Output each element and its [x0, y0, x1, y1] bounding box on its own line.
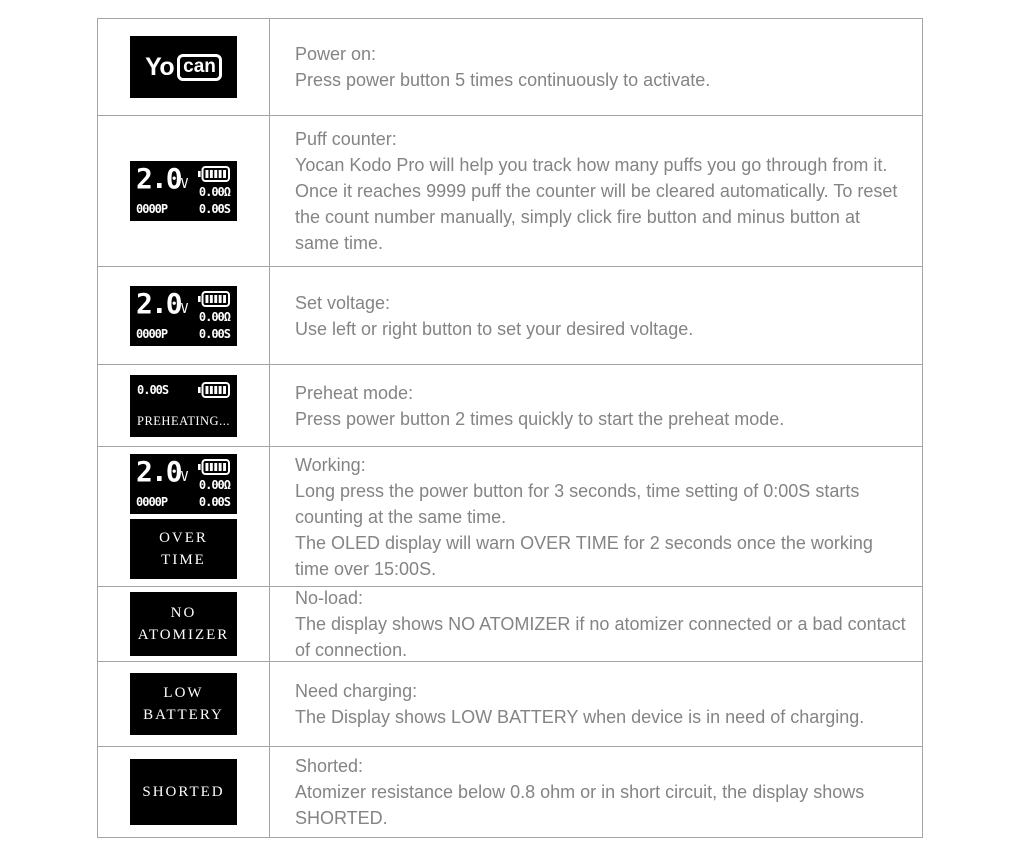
- row-body: Press power button 5 times continuously to activate.: [295, 70, 711, 90]
- table-row-need-charging: [98, 662, 922, 747]
- table-row-puff-counter: [98, 116, 922, 267]
- warning-line: LOW: [163, 685, 204, 701]
- oled-display: [130, 286, 237, 346]
- time-readout: 0.00S: [198, 202, 230, 216]
- description-cell: [270, 662, 922, 746]
- voltage-readout: 2.0V: [136, 286, 189, 320]
- table-row-shorted: [98, 747, 922, 837]
- row-body: Atomizer resistance below 0.8 ohm or in short circuit, the display shows SHORTED.: [295, 782, 865, 828]
- screen-cell: [98, 116, 270, 266]
- screen-cell: [98, 19, 270, 115]
- row-heading: Working:: [295, 454, 366, 475]
- row-heading: Set voltage:: [295, 292, 391, 313]
- voltage-readout: 2.0V: [136, 455, 189, 488]
- manual-table: [97, 18, 923, 838]
- resistance-readout: 0.00Ω: [198, 185, 230, 199]
- time-readout: 0.00S: [198, 326, 230, 341]
- warning-line: SHORTED: [142, 784, 225, 800]
- battery-icon: [198, 382, 230, 398]
- table-row-power-on: [98, 19, 922, 116]
- description-cell: [270, 365, 922, 446]
- resistance-readout: 0.00Ω: [198, 478, 230, 492]
- logo-text-can: can: [177, 54, 222, 81]
- time-readout: 0.00S: [137, 382, 169, 397]
- battery-icon: [198, 459, 230, 475]
- row-body: Press power button 2 times quickly to start the preheat mode.: [295, 408, 785, 429]
- row-body: Use left or right button to set your desired voltage.: [295, 318, 694, 339]
- row-body: The display shows NO ATOMIZER if no atomizer connected or a bad contact of connection.: [295, 614, 906, 660]
- warning-line: NO: [170, 605, 197, 621]
- over-time-display: [130, 519, 237, 579]
- row-body: The OLED display will warn OVER TIME for 2 seconds once the working time over 15:00S.: [295, 532, 873, 579]
- no-atomizer-display: [130, 592, 237, 656]
- yocan-logo: [130, 36, 237, 98]
- description-cell: [270, 19, 922, 115]
- row-body: The Display shows LOW BATTERY when device is in need of charging.: [295, 707, 865, 727]
- shorted-display: [130, 759, 237, 825]
- row-heading: Need charging:: [295, 681, 418, 701]
- table-row-working: [98, 447, 922, 587]
- puff-count-readout: 0000P: [136, 202, 168, 216]
- battery-icon: [198, 291, 230, 307]
- preheat-display: [130, 375, 237, 437]
- description-cell: [270, 447, 922, 586]
- battery-icon: [198, 166, 230, 182]
- time-readout: 0.00S: [198, 495, 230, 509]
- warning-line: TIME: [161, 552, 206, 568]
- row-heading: Preheat mode:: [295, 382, 414, 403]
- description-cell: [270, 587, 922, 661]
- low-battery-display: [130, 673, 237, 735]
- row-body: Long press the power button for 3 seconds, time setting of 0:00S starts counting at the same time.: [295, 480, 860, 527]
- resistance-readout: 0.00Ω: [198, 309, 230, 324]
- screen-cell: [98, 447, 270, 586]
- warning-line: ATOMIZER: [137, 627, 230, 643]
- row-heading: Puff counter:: [295, 129, 397, 149]
- row-heading: Shorted:: [295, 756, 364, 776]
- warning-line: BATTERY: [143, 707, 224, 723]
- row-heading: No-load:: [295, 588, 364, 608]
- preheating-status: PREHEATING...: [137, 413, 230, 428]
- puff-count-readout: 0000P: [136, 326, 168, 341]
- row-heading: Power on:: [295, 44, 377, 64]
- table-row-preheat-mode: [98, 365, 922, 447]
- description-cell: [270, 747, 922, 837]
- screen-cell: [98, 747, 270, 837]
- row-body: Yocan Kodo Pro will help you track how many puffs you go through from it. Once it reaches 9999 puff the counter will be cleared automatically. To reset the count number manually, simply click fire button and minus button at same time.: [295, 155, 898, 253]
- screen-cell: [98, 587, 270, 661]
- warning-line: OVER: [159, 530, 208, 546]
- voltage-readout: 2.0V: [136, 162, 189, 195]
- logo-text-yo: Yo: [145, 52, 175, 81]
- screen-cell: [98, 365, 270, 446]
- description-cell: [270, 116, 922, 266]
- oled-display: [130, 161, 237, 221]
- table-row-no-load: [98, 587, 922, 662]
- description-cell: [270, 267, 922, 364]
- table-row-set-voltage: [98, 267, 922, 365]
- screen-cell: [98, 662, 270, 746]
- screen-cell: [98, 267, 270, 364]
- puff-count-readout: 0000P: [136, 495, 168, 509]
- oled-display: [130, 454, 237, 514]
